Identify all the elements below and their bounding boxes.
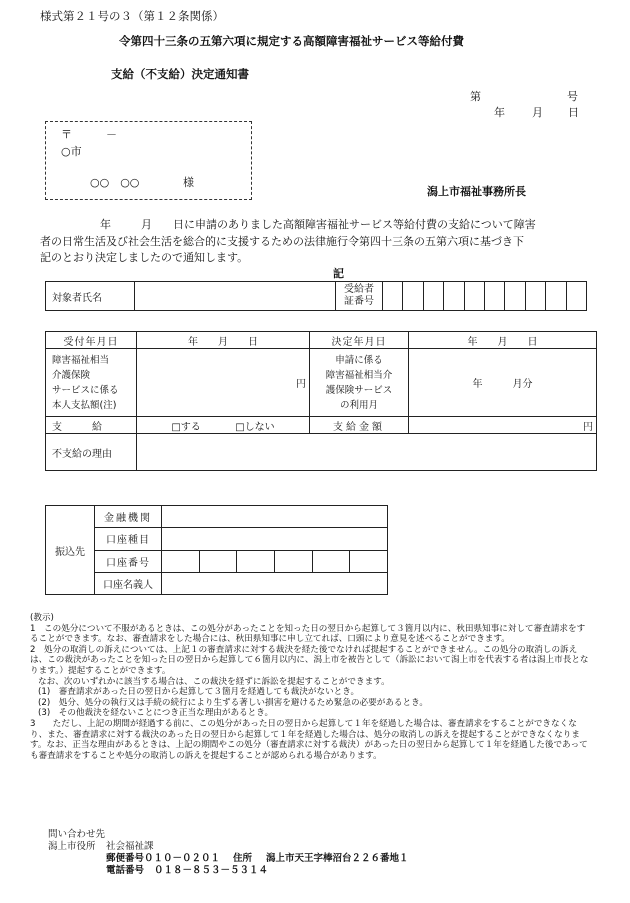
cert-label-1: 受給者 (344, 284, 374, 295)
addressee-honorific: 様 (183, 176, 194, 189)
contact-office: 潟上市役所 (48, 841, 96, 852)
usage-month-label-1: 申請に係る (335, 354, 383, 366)
body-line2: 者の日常生活及び社会生活を総合的に支援するための法律施行令第四十三条の五第六項に基づき下 (40, 235, 524, 248)
cert-label (336, 282, 383, 311)
contact-address-label: 住所 (233, 853, 253, 864)
name-field[interactable] (135, 282, 336, 311)
account-digit[interactable] (237, 550, 275, 572)
contact-heading: 問い合わせ先 (48, 829, 106, 840)
cert-digit[interactable] (525, 282, 545, 311)
cert-digit[interactable] (484, 282, 504, 311)
amount-label: 支給金額 (310, 417, 409, 434)
decision-table (45, 331, 597, 471)
usage-month-label (310, 349, 409, 417)
account-digit[interactable] (312, 550, 350, 572)
note-2-1: (1) 審査請求があった日の翌日から起算して３箇月を経過しても裁決がないとき。 (38, 687, 360, 698)
notes-heading: (教示) (30, 613, 54, 623)
cert-digit[interactable] (403, 282, 423, 311)
contact-address: 潟上市天王字棒沼台２２６番地１ (266, 853, 409, 864)
payment-label: 支 給 (46, 417, 137, 434)
recipient-table (45, 281, 587, 311)
cert-digit[interactable] (505, 282, 525, 311)
burden-label-1: 障害福祉相当 (52, 354, 110, 366)
account-digit[interactable] (350, 550, 388, 572)
date-day: 日 (568, 106, 579, 119)
usage-month-label-4: の利用月 (339, 399, 378, 411)
usage-month-label-2: 障害福祉相当介 (325, 369, 393, 381)
contact-tel-label: 電話番号 (106, 865, 145, 876)
account-digit[interactable] (274, 550, 312, 572)
transfer-label: 振込先 (46, 506, 95, 595)
payment-options (137, 417, 310, 434)
burden-label-3: サービスに係る (52, 384, 119, 396)
burden-amount-field[interactable] (137, 349, 310, 417)
document-subtitle: 支給（不支給）決定通知書 (111, 67, 249, 81)
cert-label-2: 証番号 (344, 296, 374, 307)
issuer-name: 潟上市福祉事務所長 (427, 185, 526, 198)
cert-digit[interactable] (423, 282, 443, 311)
yen-unit: 円 (583, 421, 593, 433)
form-number: 様式第２１号の３（第１２条関係） (40, 9, 224, 23)
usage-month-label-3: 護保険サービス (325, 384, 393, 396)
body-month: 月 (141, 218, 152, 231)
cert-digit[interactable] (464, 282, 484, 311)
decision-date-field[interactable]: 年 月 日 (409, 332, 597, 349)
yen-unit: 円 (296, 379, 306, 390)
transfer-table (45, 505, 388, 595)
note-2-2: (2) 処分、処分の執行又は手続の続行により生ずる著しい損害を避けるため緊急の必要があるとき。 (38, 697, 428, 708)
account-digit[interactable] (199, 550, 237, 572)
usage-month-field[interactable]: 年 月分 (409, 349, 597, 417)
body-line1: 日に申請のありました高額障害福祉サービス等給付費の支給について障害 (173, 218, 536, 231)
bank-field[interactable] (162, 506, 388, 528)
account-digit[interactable] (162, 550, 200, 572)
do-checkbox[interactable]: □する (171, 421, 201, 433)
burden-label (46, 349, 137, 417)
note-2-3: (3) その他裁決を経ないことにつき正当な理由があるとき。 (38, 708, 274, 719)
account-number-label: 口座番号 (95, 550, 162, 572)
contact-dept: 社会福祉課 (106, 841, 154, 852)
reason-field[interactable] (137, 434, 597, 471)
body-year: 年 (100, 218, 111, 231)
reason-label: 不支給の理由 (46, 434, 137, 471)
body-line3: 記のとおり決定しましたので通知します。 (40, 251, 249, 264)
ki-mark: 記 (333, 267, 344, 280)
bank-label: 金融機関 (95, 506, 162, 528)
note-3: 3 ただし、上記の期間が経過する前に、この処分があった日の翌日から起算して１年を経過した場合は、審査請求をすることができなくなり、また、審査請求に対する裁決のあった日の翌日から起算して１年を経過した場合は、処分の取消しの訴えを提起することができなくなります。なお、正当な理由があるときは、上記の期間やこの処分（審査請求に対する裁決）があった日の翌日から起算して１年を経過した後であっても審査請求をすることや処分の取消しの訴えを提起することが認められる場合があります。 (30, 718, 588, 761)
name-label: 対象者氏名 (46, 282, 135, 311)
not-checkbox[interactable]: □しない (235, 421, 275, 433)
note-2b: なお、次のいずれかに該当する場合は、この裁決を経ずに訴訟を提起することができます。 (38, 676, 390, 687)
decision-date-label: 決定年月日 (310, 332, 409, 349)
account-type-label: 口座種目 (95, 528, 162, 550)
burden-label-2: 介護保険 (52, 369, 91, 381)
notes-section (30, 613, 590, 761)
postal-mark: 〒 (61, 128, 72, 141)
cert-digit[interactable] (383, 282, 403, 311)
date-year: 年 (494, 106, 505, 119)
cert-digit[interactable] (546, 282, 566, 311)
amount-field[interactable] (409, 417, 597, 434)
addressee-name: ○○ ○○ (90, 176, 140, 189)
doc-no-prefix: 第 (470, 90, 481, 103)
note-1: 1 この処分について不服があるときは、この処分があったことを知った日の翌日から起算して３箇月以内に、秋田県知事に対して審査請求をすることができます。なお、審査請求をした場合には、秋田県知事に申し立てれば、口頭により意見を述べることができます。 (30, 623, 586, 645)
received-date-label: 受付年月日 (46, 332, 137, 349)
account-holder-field[interactable] (162, 572, 388, 594)
account-holder-label: 口座名義人 (95, 572, 162, 594)
burden-label-4: 本人支払額(注) (52, 399, 117, 411)
note-2: 2 処分の取消しの訴えについては、上記１の審査請求に対する裁決を経た後でなければ提起することができません。この処分の取消しの訴えは、この裁決があったことを知った日の翌日から起算して６箇月以内に、潟上市を被告として（訴訟において潟上市を代表する者は潟上市長となります。）提起することができます。 (30, 644, 589, 676)
account-type-field[interactable] (162, 528, 388, 550)
document-title: 令第四十三条の五第六項に規定する高額障害福祉サービス等給付費 (119, 34, 464, 48)
contact-tel: ０１８－８５３－５３１４ (154, 865, 269, 876)
cert-digit[interactable] (444, 282, 464, 311)
contact-postal: 郵便番号０１０－０２０１ (106, 853, 221, 864)
address-city: ○市 (61, 145, 82, 158)
postal-dash: － (106, 128, 117, 141)
received-date-field[interactable]: 年 月 日 (137, 332, 310, 349)
address-box (45, 121, 252, 200)
cert-digit[interactable] (566, 282, 586, 311)
date-month: 月 (532, 106, 543, 119)
doc-no-suffix: 号 (567, 90, 578, 103)
